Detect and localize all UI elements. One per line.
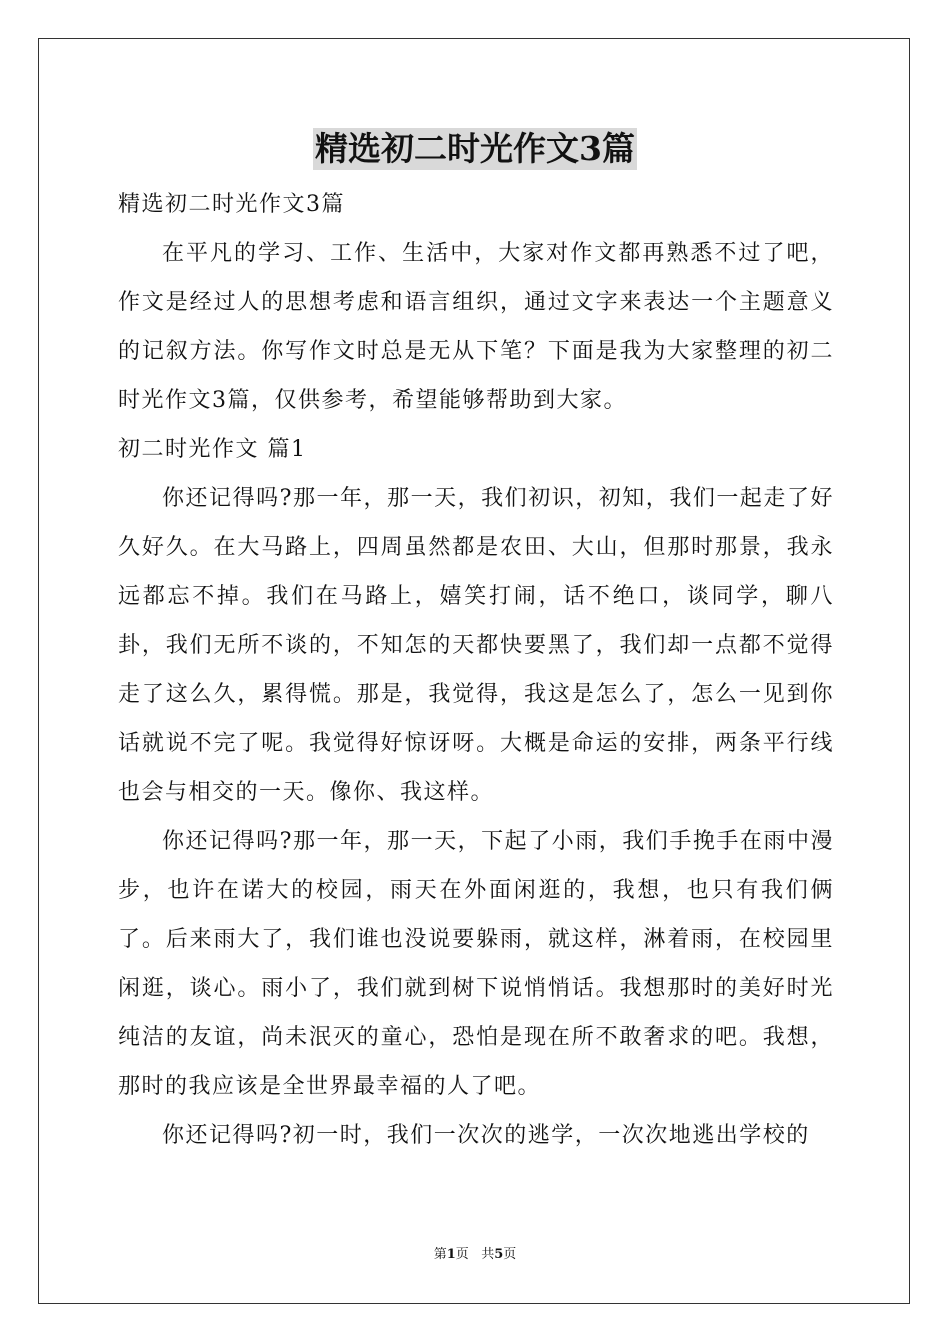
total-suffix: 页 [503, 1247, 517, 1262]
body-paragraph-1: 你还记得吗?那一年，那一天，我们初识，初知，我们一起走了好久好久。在大马路上，四周虽然都是农田、大山，但那时那景，我永远都忘不掉。我们在马路上，嬉笑打闹，话不绝口，谈同学，聊八卦，我们无所不谈的，不知怎的天都快要黑了，我们却一点都不觉得走了这么久，累得慌。那是，我觉得，我这是怎么了，怎么一见到你话就说不完了呢。我觉得好惊讶呀。大概是命运的安排，两条平行线也会与相交的一天。像你、我这样。 [118, 486, 834, 805]
intro-paragraph: 在平凡的学习、工作、生活中，大家对作文都再熟悉不过了吧，作文是经过人的思想考虑和语言组织，通过文字来表达一个主题意义的记叙方法。你写作文时总是无从下笔？下面是我为大家整理的初二时光作文3篇，仅供参考，希望能够帮助到大家。 [118, 241, 834, 413]
document-body [118, 180, 834, 1160]
page-footer [0, 1246, 950, 1264]
body-paragraph-2: 你还记得吗?那一年，那一天，下起了小雨，我们手挽手在雨中漫步，也许在诺大的校园，雨天在外面闲逛的，我想，也只有我们俩了。后来雨大了，我们谁也没说要躲雨，就这样，淋着雨，在校园里闲逛，谈心。雨小了，我们就到树下说悄悄话。我想那时的美好时光纯洁的友谊，尚未泯灭的童心，恐怕是现在所不敢奢求的吧。我想，那时的我应该是全世界最幸福的人了吧。 [118, 829, 834, 1099]
page-prefix: 第 [433, 1247, 447, 1262]
title-container [0, 128, 950, 170]
document-title: 精选初二时光作文3篇 [315, 129, 635, 168]
body-paragraph-3: 你还记得吗?初一时，我们一次次的逃学，一次次地逃出学校的 [162, 1123, 810, 1148]
total-prefix: 共 [481, 1247, 495, 1262]
page-total: 5 [494, 1247, 504, 1262]
page-suffix: 页 [455, 1247, 469, 1262]
document-subtitle: 精选初二时光作文3篇 [118, 192, 345, 217]
section-heading: 初二时光作文 篇1 [118, 437, 307, 462]
page-current: 1 [446, 1247, 456, 1262]
